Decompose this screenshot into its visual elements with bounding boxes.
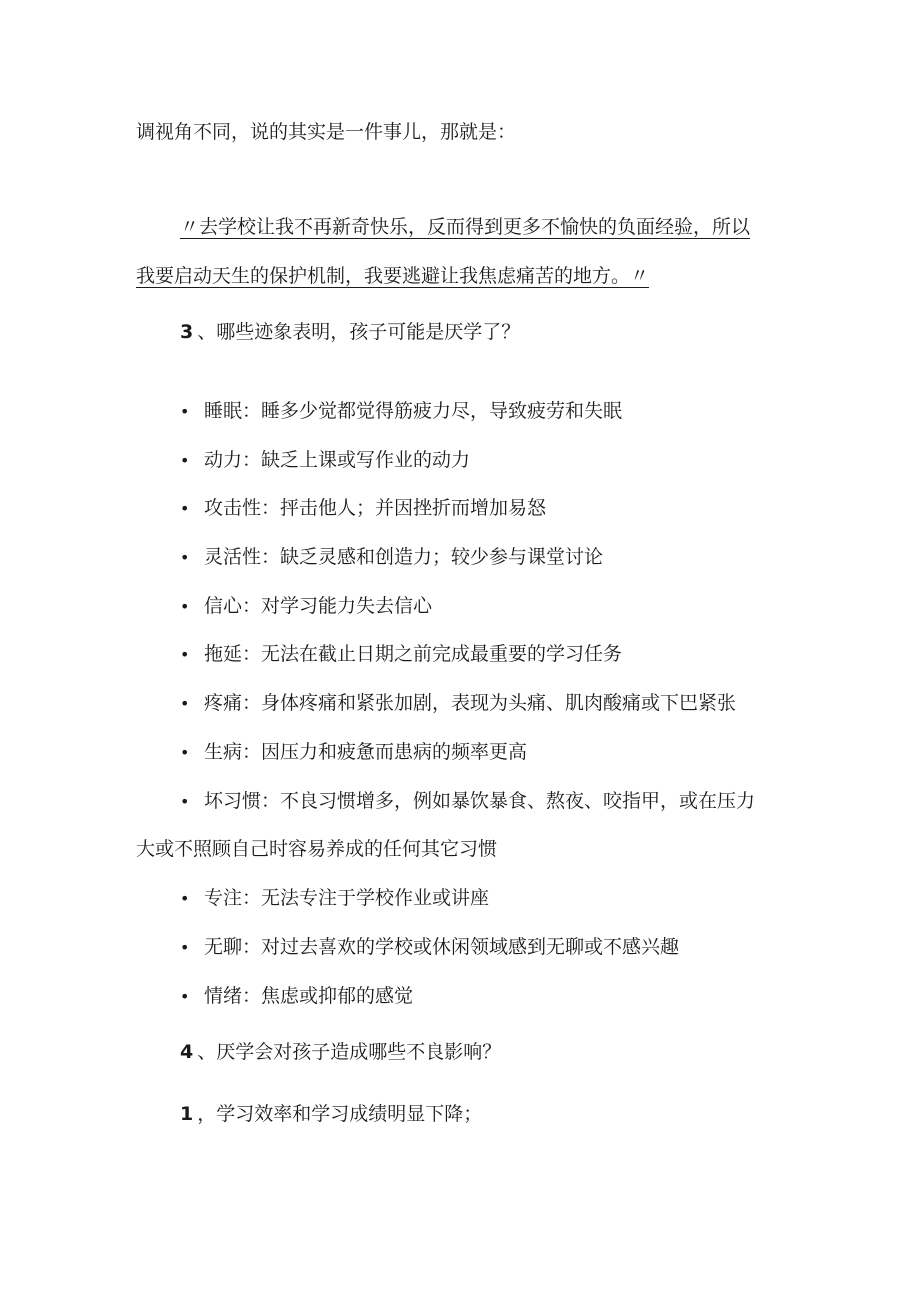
quote-text-2: 我要启动天生的保护机制，我要逃避让我焦虑痛苦的地方。〃	[136, 265, 650, 287]
bullet-icon: •	[180, 548, 190, 567]
list-item-text: 生病：因压力和疲惫而患病的频率更高	[204, 741, 528, 763]
bullet-icon: •	[180, 792, 190, 811]
list-item	[180, 935, 679, 960]
quote-line-1	[180, 215, 750, 239]
intro-text: 调视角不同，说的其实是一件事儿，那就是：	[136, 121, 517, 143]
list-item-continuation-text: 大或不照顾自己时容易养成的任何其它习惯	[136, 838, 498, 860]
list-item-text: 信心：对学习能力失去信心	[204, 595, 433, 617]
list-item	[180, 984, 413, 1009]
list-item	[180, 886, 489, 911]
list-item	[180, 789, 755, 814]
section-title: 、哪些迹象表明，孩子可能是厌学了？	[197, 321, 521, 343]
list-item-text: 动力：缺乏上课或写作业的动力	[204, 449, 471, 471]
bullet-icon: •	[180, 597, 190, 616]
list-item	[180, 399, 622, 424]
bullet-icon: •	[180, 938, 190, 957]
list-item-text: 攻击性：抨击他人；并因挫折而增加易怒	[204, 497, 547, 519]
list-item-continuation	[136, 837, 497, 861]
list-item-text: 专注：无法专注于学校作业或讲座	[204, 887, 490, 909]
list-item	[180, 740, 527, 765]
bullet-icon: •	[180, 743, 190, 762]
section-number: 4	[180, 1041, 194, 1063]
bullet-icon: •	[180, 402, 190, 421]
section-heading-3	[180, 320, 520, 344]
bullet-icon: •	[180, 889, 190, 908]
list-item-text: 情绪：焦虑或抑郁的感觉	[204, 985, 414, 1007]
list-item-text: 疼痛：身体疼痛和紧张加剧，表现为头痛、肌肉酸痛或下巴紧张	[204, 692, 737, 714]
quote-line-2	[136, 264, 649, 288]
effect-item	[180, 1102, 482, 1126]
effect-text: ，学习效率和学习成绩明显下降；	[197, 1103, 483, 1125]
list-item	[180, 545, 603, 570]
list-item	[180, 691, 736, 716]
list-item	[180, 594, 432, 619]
section-heading-4	[180, 1040, 501, 1064]
bullet-icon: •	[180, 987, 190, 1006]
list-item	[180, 448, 470, 473]
section-number: 3	[180, 321, 194, 343]
section-title: 、厌学会对孩子造成哪些不良影响？	[197, 1041, 502, 1063]
effect-number: 1	[180, 1103, 194, 1125]
intro-paragraph	[136, 120, 516, 144]
bullet-icon: •	[180, 499, 190, 518]
list-item-text: 拖延：无法在截止日期之前完成最重要的学习任务	[204, 643, 623, 665]
list-item-text: 灵活性：缺乏灵感和创造力；较少参与课堂讨论	[204, 546, 604, 568]
list-item-text: 睡眠：睡多少觉都觉得筋疲力尽，导致疲劳和失眠	[204, 400, 623, 422]
bullet-icon: •	[180, 645, 190, 664]
bullet-icon: •	[180, 694, 190, 713]
list-item	[180, 496, 546, 521]
list-item-text: 坏习惯：不良习惯增多，例如暴饮暴食、熬夜、咬指甲，或在压力	[204, 790, 756, 812]
list-item-text: 无聊：对过去喜欢的学校或休闲领域感到无聊或不感兴趣	[204, 936, 680, 958]
bullet-icon: •	[180, 451, 190, 470]
quote-text-1: 〃去学校让我不再新奇快乐，反而得到更多不愉快的负面经验，所以	[180, 216, 751, 238]
list-item	[180, 642, 622, 667]
